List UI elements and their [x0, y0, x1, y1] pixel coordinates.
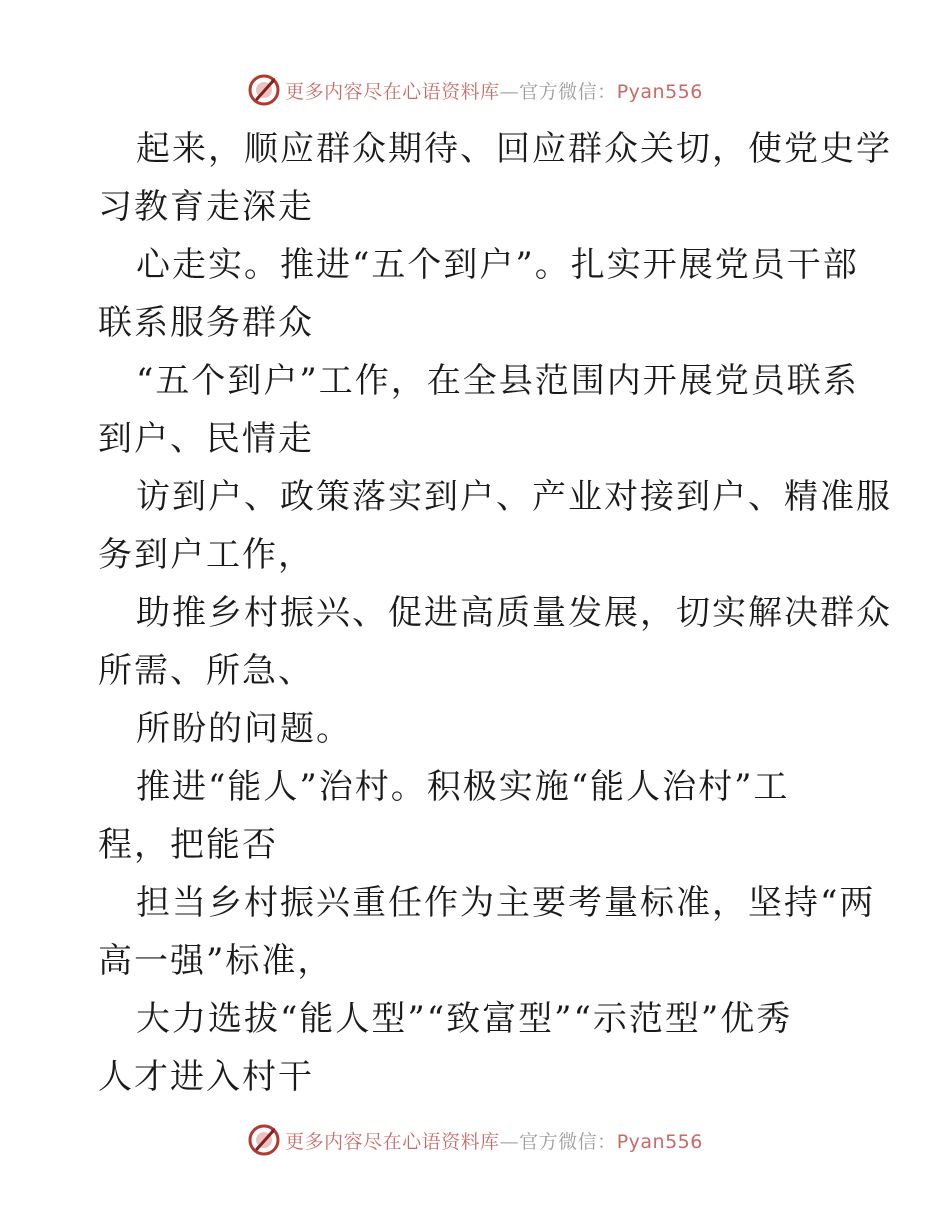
watermark-header: [0, 70, 950, 110]
text-line: 所需、所急、: [98, 651, 314, 691]
text-line: 所盼的问题。: [136, 709, 352, 749]
text-line: 起来，顺应群众期待、回应群众关切，使党史学: [136, 129, 892, 169]
watermark-dash: —: [499, 80, 520, 103]
pen-logo-icon: [247, 1123, 281, 1157]
watermark-sub: 官方微信：: [519, 1130, 617, 1153]
watermark-id: Pyan556: [616, 80, 703, 103]
text-line: “五个到户”工作，在全县范围内开展党员联系: [136, 361, 859, 401]
text-line: 访到户、政策落实到户、产业对接到户、精准服: [136, 477, 892, 517]
text-line: 大力选拔“能人型”“致富型”“示范型”优秀: [136, 999, 793, 1039]
watermark-sub: 官方微信：: [519, 80, 617, 103]
watermark-text: [285, 77, 703, 104]
text-line: 助推乡村振兴、促进高质量发展，切实解决群众: [136, 593, 892, 633]
text-line: 心走实。推进“五个到户”。扎实开展党员干部: [136, 245, 859, 285]
text-line: 推进“能人”治村。积极实施“能人治村”工: [136, 767, 790, 807]
watermark-main: 更多内容尽在心语资料库: [285, 1130, 500, 1153]
text-line: 担当乡村振兴重任作为主要考量标准，坚持“两: [136, 883, 876, 923]
text-line: 高一强”标准，: [98, 941, 334, 981]
pen-logo-icon: [247, 73, 281, 107]
text-line: 习教育走深走: [98, 187, 314, 227]
watermark-footer: [0, 1120, 950, 1160]
text-line: 程，把能否: [98, 825, 278, 865]
text-line: 务到户工作，: [98, 535, 314, 575]
watermark-main: 更多内容尽在心语资料库: [285, 80, 500, 103]
text-line: 联系服务群众: [98, 303, 314, 343]
document-body: [98, 120, 892, 1106]
watermark-text: [285, 1127, 703, 1154]
watermark-id: Pyan556: [616, 1130, 703, 1153]
text-line: 到户、民情走: [98, 419, 314, 459]
watermark-dash: —: [499, 1130, 520, 1153]
text-line: 人才进入村干: [98, 1057, 314, 1097]
